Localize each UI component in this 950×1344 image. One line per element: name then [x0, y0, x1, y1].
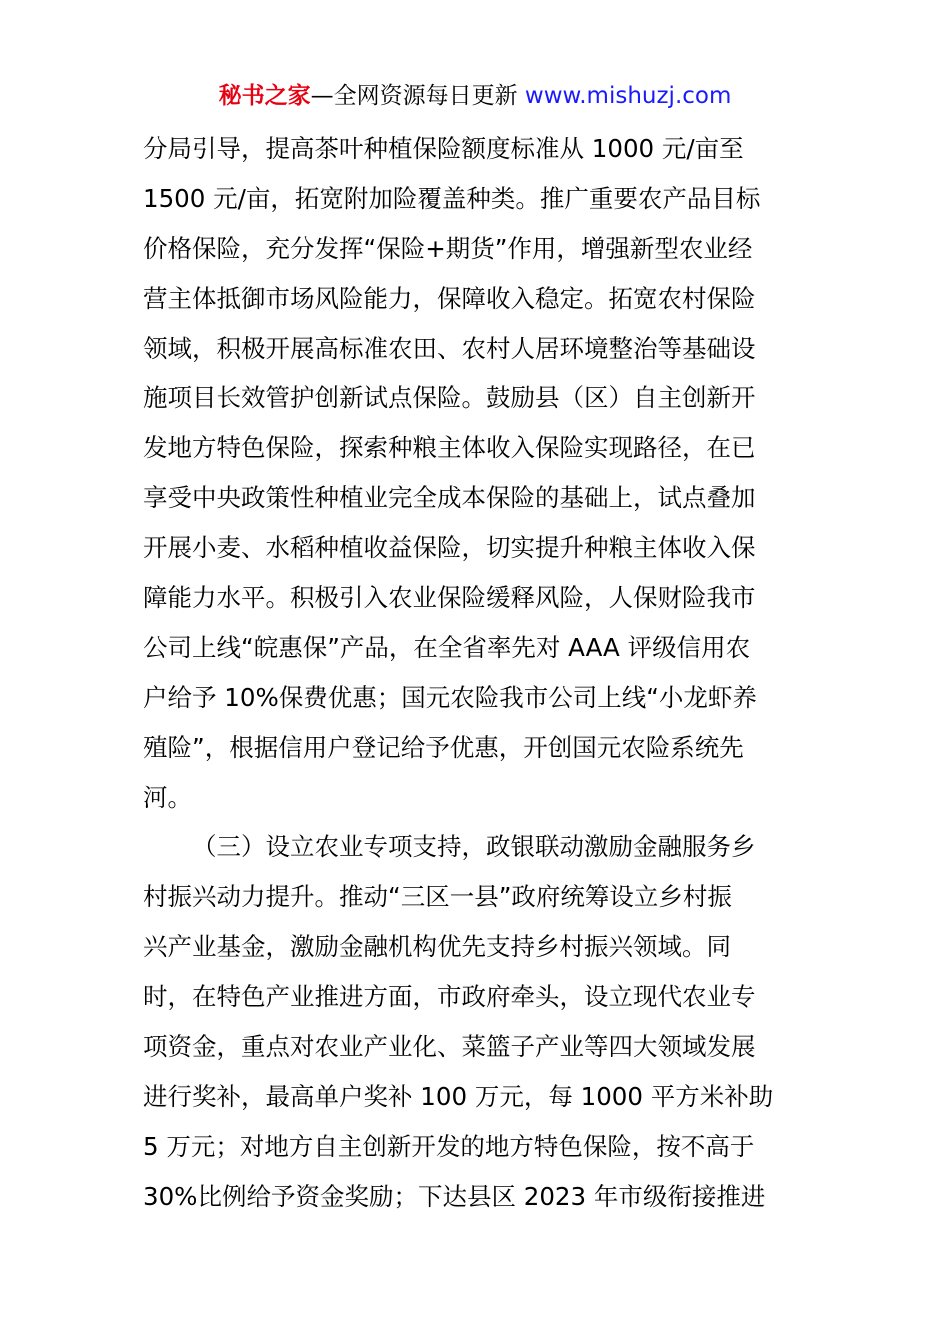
- text-line: 领域，积极开展高标准农田、农村人居环境整治等基础设: [143, 333, 756, 363]
- text-line: 公司上线“皖惠保”产品，在全省率先对 AAA 评级信用农: [143, 632, 751, 662]
- text-line: 分局引导，提高茶叶种植保险额度标准从 1000 元/亩至: [143, 134, 744, 163]
- text-line: 河。: [143, 782, 192, 812]
- text-line: 户给予 10%保费优惠；国元农险我市公司上线“小龙虾养: [143, 682, 757, 712]
- text-line: 殖险”，根据信用户登记给予优惠，开创国元农险系统先: [143, 732, 744, 762]
- text-line: 1500 元/亩，拓宽附加险覆盖种类。推广重要农产品目标: [143, 183, 761, 213]
- text-line: 营主体抵御市场风险能力，保障收入稳定。拓宽农村保险: [143, 283, 756, 313]
- text-line: 施项目长效管护创新试点保险。鼓励县（区）自主创新开: [143, 383, 756, 413]
- text-line: 发地方特色保险，探索种粮主体收入保险实现路径，在已: [143, 433, 756, 463]
- document-body: [143, 124, 813, 1222]
- site-header: [0, 80, 950, 112]
- text-line: 价格保险，充分发挥“保险+期货”作用，增强新型农业经: [143, 233, 753, 263]
- text-line: 开展小麦、水稻种植收益保险，切实提升种粮主体收入保: [143, 533, 756, 563]
- section-heading-line: （三）设立农业专项支持，政银联动激励金融服务乡: [192, 832, 756, 862]
- text-line: 村振兴动力提升。推动“三区一县”政府统筹设立乡村振: [143, 882, 732, 912]
- text-line: 时，在特色产业推进方面，市政府牵头，设立现代农业专: [143, 982, 756, 1012]
- text-line: 进行奖补，最高单户奖补 100 万元，每 1000 平方米补助: [143, 1081, 774, 1111]
- header-tagline: —全网资源每日更新: [310, 83, 525, 109]
- text-line: 障能力水平。积极引入农业保险缓释风险，人保财险我市: [143, 583, 756, 613]
- brand-name: 秘书之家: [218, 83, 311, 109]
- site-url[interactable]: www.mishuzj.com: [524, 83, 732, 109]
- text-line: 项资金，重点对农业产业化、菜篮子产业等四大领域发展: [143, 1032, 756, 1062]
- text-line: 享受中央政策性种植业完全成本保险的基础上，试点叠加: [143, 483, 756, 513]
- text-line: 30%比例给予资金奖励；下达县区 2023 年市级衔接推进: [143, 1181, 766, 1211]
- text-line: 5 万元；对地方自主创新开发的地方特色保险，按不高于: [143, 1131, 755, 1161]
- text-line: 兴产业基金，激励金融机构优先支持乡村振兴领域。同: [143, 932, 731, 962]
